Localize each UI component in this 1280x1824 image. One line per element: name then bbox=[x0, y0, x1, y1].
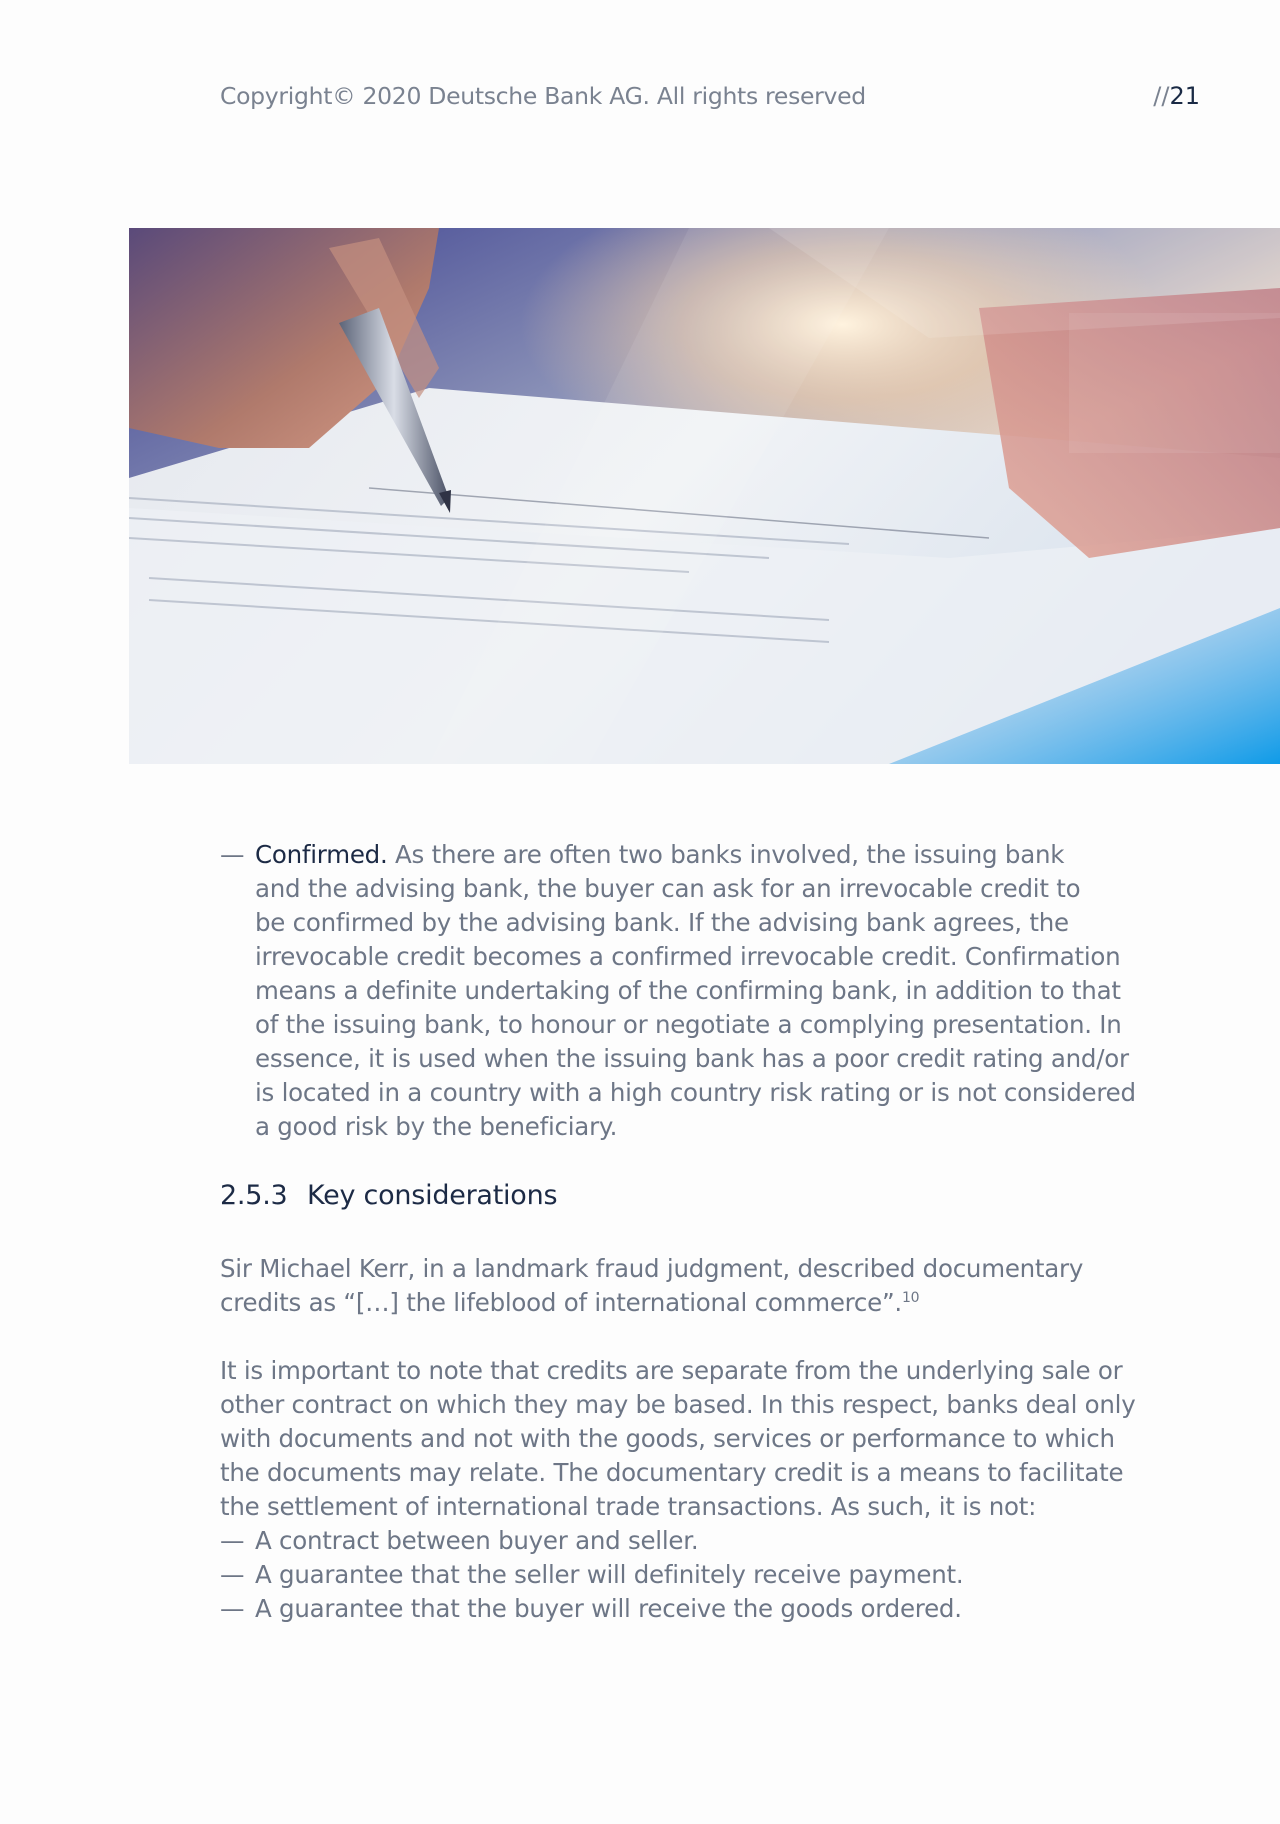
confirmed-line: a good risk by the beneficiary. bbox=[255, 1112, 618, 1141]
copyright-notice: Copyright© 2020 Deutsche Bank AG. All rights reserved bbox=[220, 82, 866, 110]
page-number bbox=[1153, 82, 1200, 110]
bullet-dash: — bbox=[220, 1594, 245, 1623]
section-title: Key considerations bbox=[307, 1180, 558, 1211]
paragraph-line: It is important to note that credits are separate from the underlying sale or bbox=[220, 1356, 1123, 1385]
bullet-dash: — bbox=[220, 1526, 245, 1555]
confirmed-line: and the advising bank, the buyer can ask for an irrevocable credit to bbox=[255, 874, 1081, 903]
confirmed-line: irrevocable credit becomes a confirmed irrevocable credit. Confirmation bbox=[255, 942, 1121, 971]
list-item-text: A guarantee that the seller will definitely receive payment. bbox=[255, 1560, 964, 1589]
confirmed-line: As there are often two banks involved, the issuing bank bbox=[395, 840, 1065, 869]
section-heading bbox=[220, 1178, 1120, 1214]
bullet-dash: — bbox=[220, 840, 245, 869]
confirmed-term: Confirmed. bbox=[255, 840, 388, 869]
list-item bbox=[220, 1524, 1120, 1558]
list-item bbox=[220, 1558, 1120, 1592]
hand-signing-document-photo bbox=[129, 228, 1280, 764]
confirmed-line: is located in a country with a high country risk rating or is not considered bbox=[255, 1078, 1136, 1107]
footnote-marker: 10 bbox=[901, 1290, 920, 1306]
paragraph-line: Sir Michael Kerr, in a landmark fraud judgment, described documentary bbox=[220, 1254, 1084, 1283]
paragraph-line: the documents may relate. The documentary credit is a means to facilitate bbox=[220, 1458, 1124, 1487]
list-item bbox=[220, 1592, 1120, 1626]
paragraph-line: other contract on which they may be based. In this respect, banks deal only bbox=[220, 1390, 1136, 1419]
confirmed-line: be confirmed by the advising bank. If the advising bank agrees, the bbox=[255, 908, 1069, 937]
paragraph-line: with documents and not with the goods, services or performance to which bbox=[220, 1424, 1115, 1453]
list-item-text: A guarantee that the buyer will receive the goods ordered. bbox=[255, 1594, 962, 1623]
confirmed-line: essence, it is used when the issuing bank has a poor credit rating and/or bbox=[255, 1044, 1129, 1073]
confirmed-line: means a definite undertaking of the confirming bank, in addition to that bbox=[255, 976, 1121, 1005]
body-text bbox=[220, 838, 1136, 1626]
confirmed-line: of the issuing bank, to honour or negotiate a complying presentation. In bbox=[255, 1010, 1122, 1039]
bullet-dash: — bbox=[220, 1560, 245, 1589]
section-number: 2.5.3 bbox=[220, 1180, 288, 1211]
page-number-prefix: // bbox=[1153, 82, 1170, 110]
paragraph-kerr bbox=[220, 1252, 1120, 1320]
not-list bbox=[220, 1524, 1120, 1626]
paragraph-separation bbox=[220, 1354, 1136, 1626]
page-number-value: 21 bbox=[1169, 82, 1200, 110]
paragraph-line: the settlement of international trade transactions. As such, it is not: bbox=[220, 1492, 1037, 1521]
paragraph-line: credits as “[…] the lifeblood of international commerce”. bbox=[220, 1288, 902, 1317]
confirmed-bullet bbox=[220, 838, 1136, 1144]
list-item-text: A contract between buyer and seller. bbox=[255, 1526, 699, 1555]
